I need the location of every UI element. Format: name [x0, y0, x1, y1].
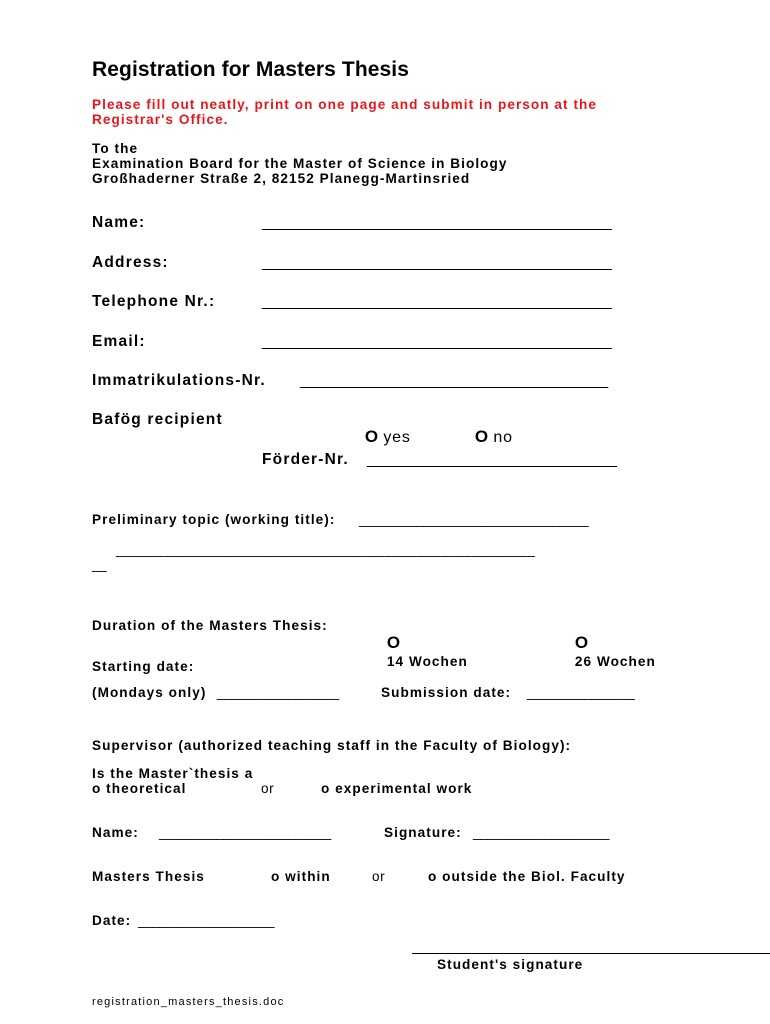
- radio-circle-icon: O: [364, 427, 379, 446]
- thesis-type-question: Is the Master`thesis a: [92, 766, 254, 781]
- bafoeg-no-label: no: [488, 429, 513, 446]
- radio-circle-icon: O: [574, 633, 589, 652]
- email-label: Email:: [92, 333, 146, 350]
- within-option[interactable]: o within: [271, 869, 331, 884]
- radio-circle-icon: O: [386, 633, 401, 652]
- masters-thesis-label: Masters Thesis: [92, 869, 205, 884]
- topic-field-3[interactable]: __: [92, 557, 107, 572]
- email-field[interactable]: __________________________________________: [262, 333, 612, 350]
- mondays-label: (Mondays only): [92, 685, 207, 700]
- topic-field-2[interactable]: _____________________________________________________: [116, 542, 536, 557]
- experimental-option[interactable]: o experimental work: [321, 781, 473, 796]
- submission-date-field[interactable]: _______________: [527, 685, 635, 700]
- duration-26-label: 26 Wochen: [574, 654, 656, 669]
- or-text: or: [261, 781, 275, 796]
- duration-label: Duration of the Masters Thesis:: [92, 618, 328, 633]
- duration-26-option[interactable]: [566, 615, 656, 671]
- foerder-field[interactable]: ______________________________: [367, 451, 617, 468]
- immatrikulation-label: Immatrikulations-Nr.: [92, 372, 266, 389]
- page-title: Registration for Masters Thesis: [92, 58, 410, 81]
- topic-field-1[interactable]: ________________________________: [359, 512, 589, 527]
- outside-option[interactable]: o outside the Biol. Faculty: [428, 869, 626, 884]
- footer-filename: registration_masters_thesis.doc: [92, 996, 285, 1008]
- supervisor-name-field[interactable]: ________________________: [159, 825, 331, 840]
- recipient-line-2: Examination Board for the Master of Science in Biology: [92, 156, 508, 171]
- address-field[interactable]: __________________________________________: [262, 254, 612, 271]
- date-field[interactable]: ___________________: [138, 913, 275, 928]
- recipient-line-3: Großhaderner Straße 2, 82152 Planegg-Martinsried: [92, 171, 471, 186]
- bafoeg-yes-label: yes: [378, 429, 411, 446]
- supervisor-name-label: Name:: [92, 825, 139, 840]
- radio-circle-icon: O: [474, 427, 489, 446]
- supervisor-signature-field[interactable]: ___________________: [473, 825, 610, 840]
- recipient-line-1: To the: [92, 141, 139, 156]
- duration-14-option[interactable]: [378, 615, 468, 671]
- recipient-address: [92, 141, 508, 186]
- bafoeg-no-option[interactable]: [466, 409, 513, 447]
- topic-label: Preliminary topic (working title):: [92, 512, 336, 527]
- name-field[interactable]: __________________________________________: [262, 214, 612, 231]
- supervisor-label: Supervisor (authorized teaching staff in the Faculty of Biology):: [92, 738, 572, 753]
- student-signature-line[interactable]: [412, 953, 770, 954]
- signature-label: Signature:: [384, 825, 462, 840]
- submission-date-label: Submission date:: [381, 685, 512, 700]
- name-label: Name:: [92, 214, 146, 231]
- theoretical-option[interactable]: o theoretical: [92, 781, 187, 796]
- instruction-notice: Please fill out neatly, print on one page and submit in person at the Registrar's Office.: [92, 97, 597, 127]
- starting-date-label: Starting date:: [92, 659, 195, 674]
- student-signature-label: Student's signature: [437, 957, 584, 972]
- or-text: or: [372, 869, 386, 884]
- immatrikulation-field[interactable]: _____________________________________: [300, 372, 608, 389]
- telephone-field[interactable]: __________________________________________: [262, 293, 612, 310]
- starting-date-field[interactable]: _________________: [217, 685, 339, 700]
- foerder-label: Förder-Nr.: [262, 451, 349, 468]
- date-label: Date:: [92, 913, 132, 928]
- telephone-label: Telephone Nr.:: [92, 293, 216, 310]
- bafoeg-yes-option[interactable]: [356, 409, 411, 447]
- bafoeg-label: Bafög recipient: [92, 411, 223, 428]
- address-label: Address:: [92, 254, 169, 271]
- duration-14-label: 14 Wochen: [386, 654, 468, 669]
